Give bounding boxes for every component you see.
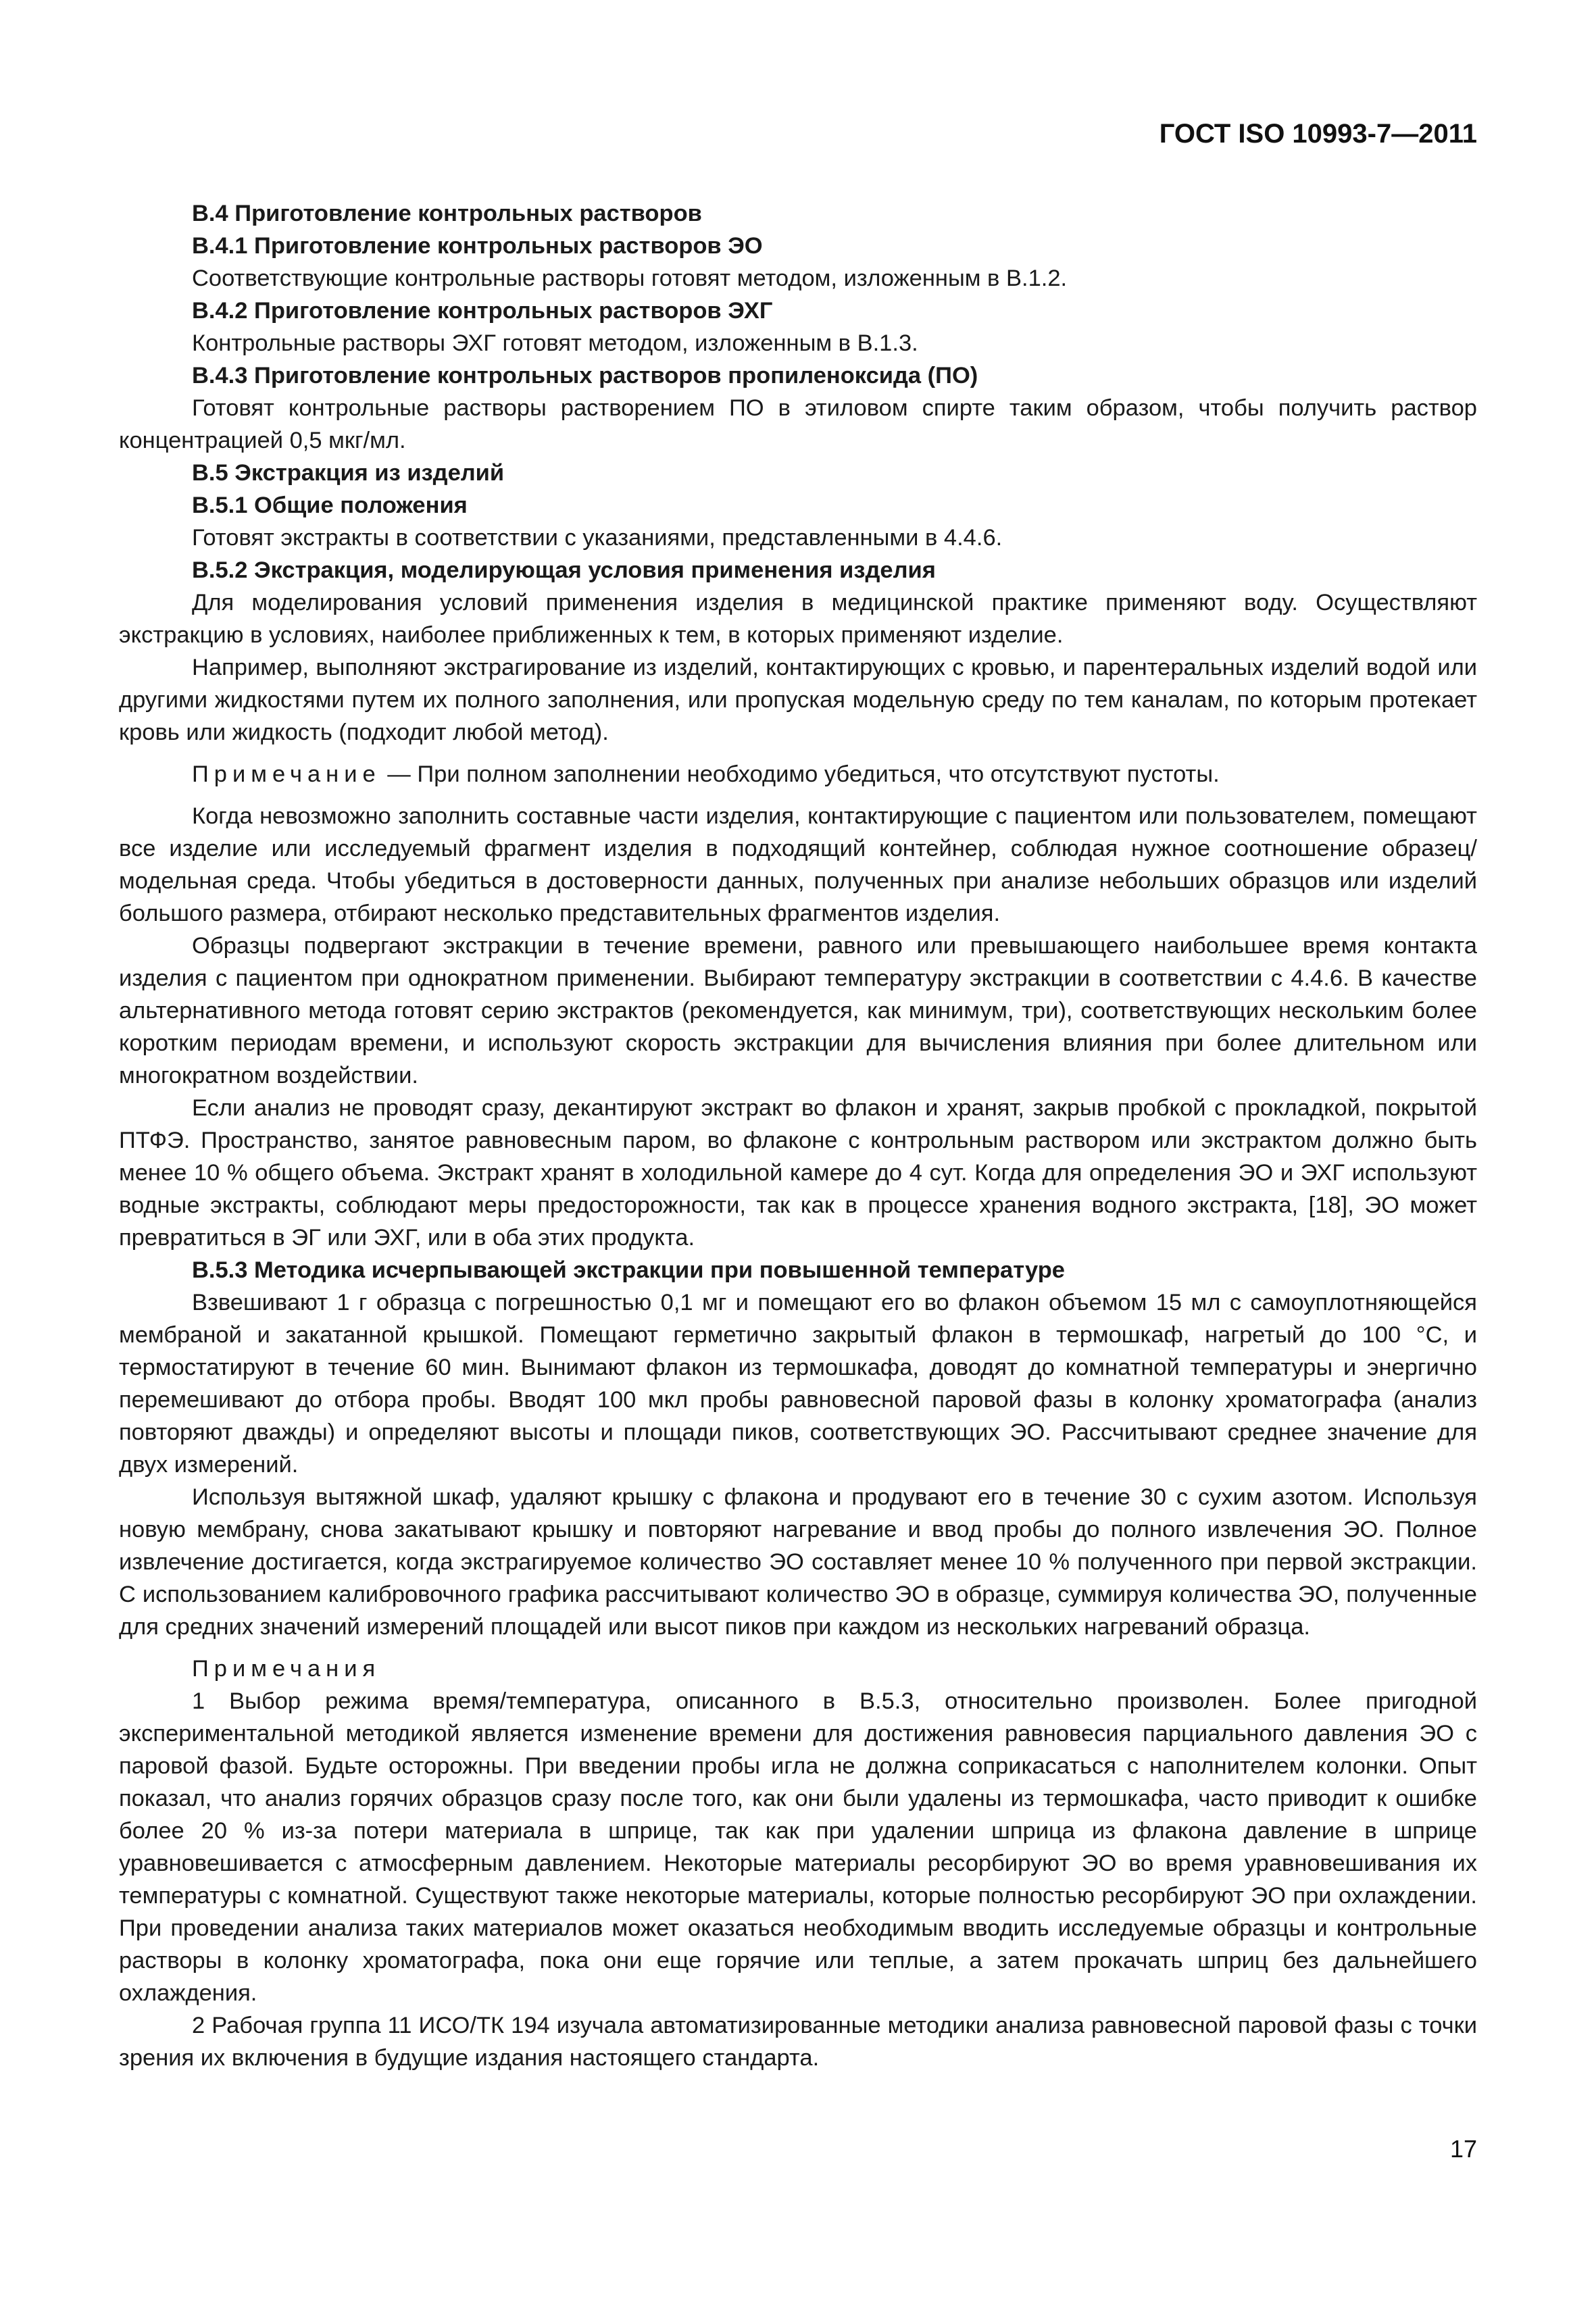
paragraph-b52-4: Образцы подвергают экстракции в течение времени, равного или превышающего наибольшее время контакта изделия с пациентом при однократном применении. Выбирают температуру экстракции в соответствии с 4.4.6. В качестве альтернативного метода готовят серию экстрактов (рекомендуется, как минимум, три), соответствующих нескольким более коротким периодам времени, и используют скорость экстракции для вычисления влияния при более длительном или многократном воздействии.: [119, 933, 1477, 1088]
paragraph-b53-2: Используя вытяжной шкаф, удаляют крышку с флакона и продувают его в течение 30 с сухим азотом. Используя новую мембрану, снова закатывают крышку и повторяют нагревание и ввод пробы до полного извлечения ЭО. Полное извлечение достигается, когда экстрагируемое количество ЭО составляет менее 10 % полученного при первой экстракции. С использованием калибровочного графика рассчитывают количество ЭО в образце, суммируя количества ЭО, полученные для средних значений измерений площадей или высот пиков при каждом из нескольких нагреваний образца.: [119, 1484, 1477, 1640]
paragraph-b52-5: Если анализ не проводят сразу, декантируют экстракт во флакон и хранят, закрыв пробкой с прокладкой, покрытой ПТФЭ. Пространство, занятое равновесным паром, во флаконе с контрольным раствором или экстрактом должно быть менее 10 % общего объема. Экстракт хранят в холодильной камере до 4 сут. Когда для определения ЭО и ЭХГ используют водные экстракты, соблюдают меры предосторожности, так как в процессе хранения водного экстракта, [18], ЭО может превратиться в ЭГ или ЭХГ, или в оба этих продукта.: [119, 1095, 1477, 1251]
note-label: Примечание: [192, 761, 381, 787]
heading-b41: В.4.1 Приготовление контрольных растворов ЭО: [192, 233, 763, 259]
page-content: [119, 197, 1477, 2074]
notes-label: Примечания: [192, 1656, 381, 1682]
note-paragraph: [119, 758, 1477, 790]
paragraph-b52-3: Когда невозможно заполнить составные части изделия, контактирующие с пациентом или пользователем, помещают все изделие или исследуемый фрагмент изделия в подходящий контейнер, соблюдая нужное соотношение образец/модельная среда. Чтобы убедиться в достоверности данных, полученных при анализе небольших образцов или изделий большого размера, отбирают несколько представительных фрагментов изделия.: [119, 803, 1477, 926]
paragraph-b52-1: Для моделирования условий применения изделия в медицинской практике применяют воду. Осуществляют экстракцию в условиях, наиболее приближенных к тем, в которых применяют изделие.: [119, 590, 1477, 648]
heading-b51: В.5.1 Общие положения: [192, 493, 468, 518]
heading-b5: В.5 Экстракция из изделий: [192, 460, 505, 486]
heading-b43: В.4.3 Приготовление контрольных растворов пропиленоксида (ПО): [192, 363, 978, 388]
paragraph-b53-1: Взвешивают 1 г образца с погрешностью 0,1 мг и помещают его во флакон объемом 15 мл с самоуплотняющейся мембраной и закатанной крышкой. Помещают герметично закрытый флакон в термошкаф, нагретый до 100 °С, и термостатируют в течение 60 мин. Вынимают флакон из термошкафа, доводят до комнатной температуры и энергично перемешивают до отбора пробы. Вводят 100 мкл пробы равновесной паровой фазы в колонку хроматографа (анализ повторяют дважды) и определяют высоты и площади пиков, соответствующих ЭО. Рассчитывают среднее значение для двух измерений.: [119, 1290, 1477, 1478]
paragraph-b42: Контрольные растворы ЭХГ готовят методом, изложенным в В.1.3.: [192, 330, 918, 356]
standard-designation: ГОСТ ISO 10993-7—2011: [1159, 119, 1477, 149]
heading-b4: В.4 Приготовление контрольных растворов: [192, 201, 702, 226]
paragraph-b41: Соответствующие контрольные растворы готовят методом, изложенным в В.1.2.: [192, 266, 1068, 291]
notes-heading: [119, 1653, 1477, 1685]
heading-b52: В.5.2 Экстракция, моделирующая условия применения изделия: [192, 557, 936, 583]
heading-b53: В.5.3 Методика исчерпывающей экстракции при повышенной температуре: [192, 1257, 1065, 1283]
note-text: — При полном заполнении необходимо убедиться, что отсутствуют пустоты.: [380, 761, 1220, 787]
page-number: 17: [1449, 2135, 1477, 2163]
paragraph-b43: Готовят контрольные растворы растворением ПО в этиловом спирте таким образом, чтобы получить раствор концентрацией 0,5 мкг/мл.: [119, 395, 1477, 453]
paragraph-b51: Готовят экстракты в соответствии с указаниями, представленными в 4.4.6.: [192, 525, 1003, 551]
note-item-1: 1 Выбор режима время/температура, описанного в В.5.3, относительно произволен. Более пригодной экспериментальной методикой является изменение времени для достижения равновесия парциального давления ЭО с паровой фазой. Будьте осторожны. При введении пробы игла не должна соприкасаться с наполнителем колонки. Опыт показал, что анализ горячих образцов сразу после того, как они были удалены из термошкафа, часто приводит к ошибке более 20 % из-за потери материала в шприце, так как при удалении шприца из флакона давление в шприце уравновешивается с атмосферным давлением. Некоторые материалы ресорбируют ЭО во время уравновешивания их температуры с комнатной. Существуют также некоторые материалы, которые полностью ресорбируют ЭО при охлаждении. При проведении анализа таких материалов может оказаться необходимым вводить исследуемые образцы и контрольные растворы в колонку хроматографа, пока они еще горячие или теплые, а затем прокачать шприц без дальнейшего охлаждения.: [119, 1688, 1477, 2006]
heading-b42: В.4.2 Приготовление контрольных растворов ЭХГ: [192, 298, 773, 324]
note-item-2: 2 Рабочая группа 11 ИСО/ТК 194 изучала автоматизированные методики анализа равновесной паровой фазы с точки зрения их включения в будущие издания настоящего стандарта.: [119, 2013, 1477, 2071]
paragraph-b52-2: Например, выполняют экстрагирование из изделий, контактирующих с кровью, и парентеральных изделий водой или другими жидкостями путем их полного заполнения, или пропуская модельную среду по тем каналам, по которым протекает кровь или жидкость (подходит любой метод).: [119, 655, 1477, 745]
